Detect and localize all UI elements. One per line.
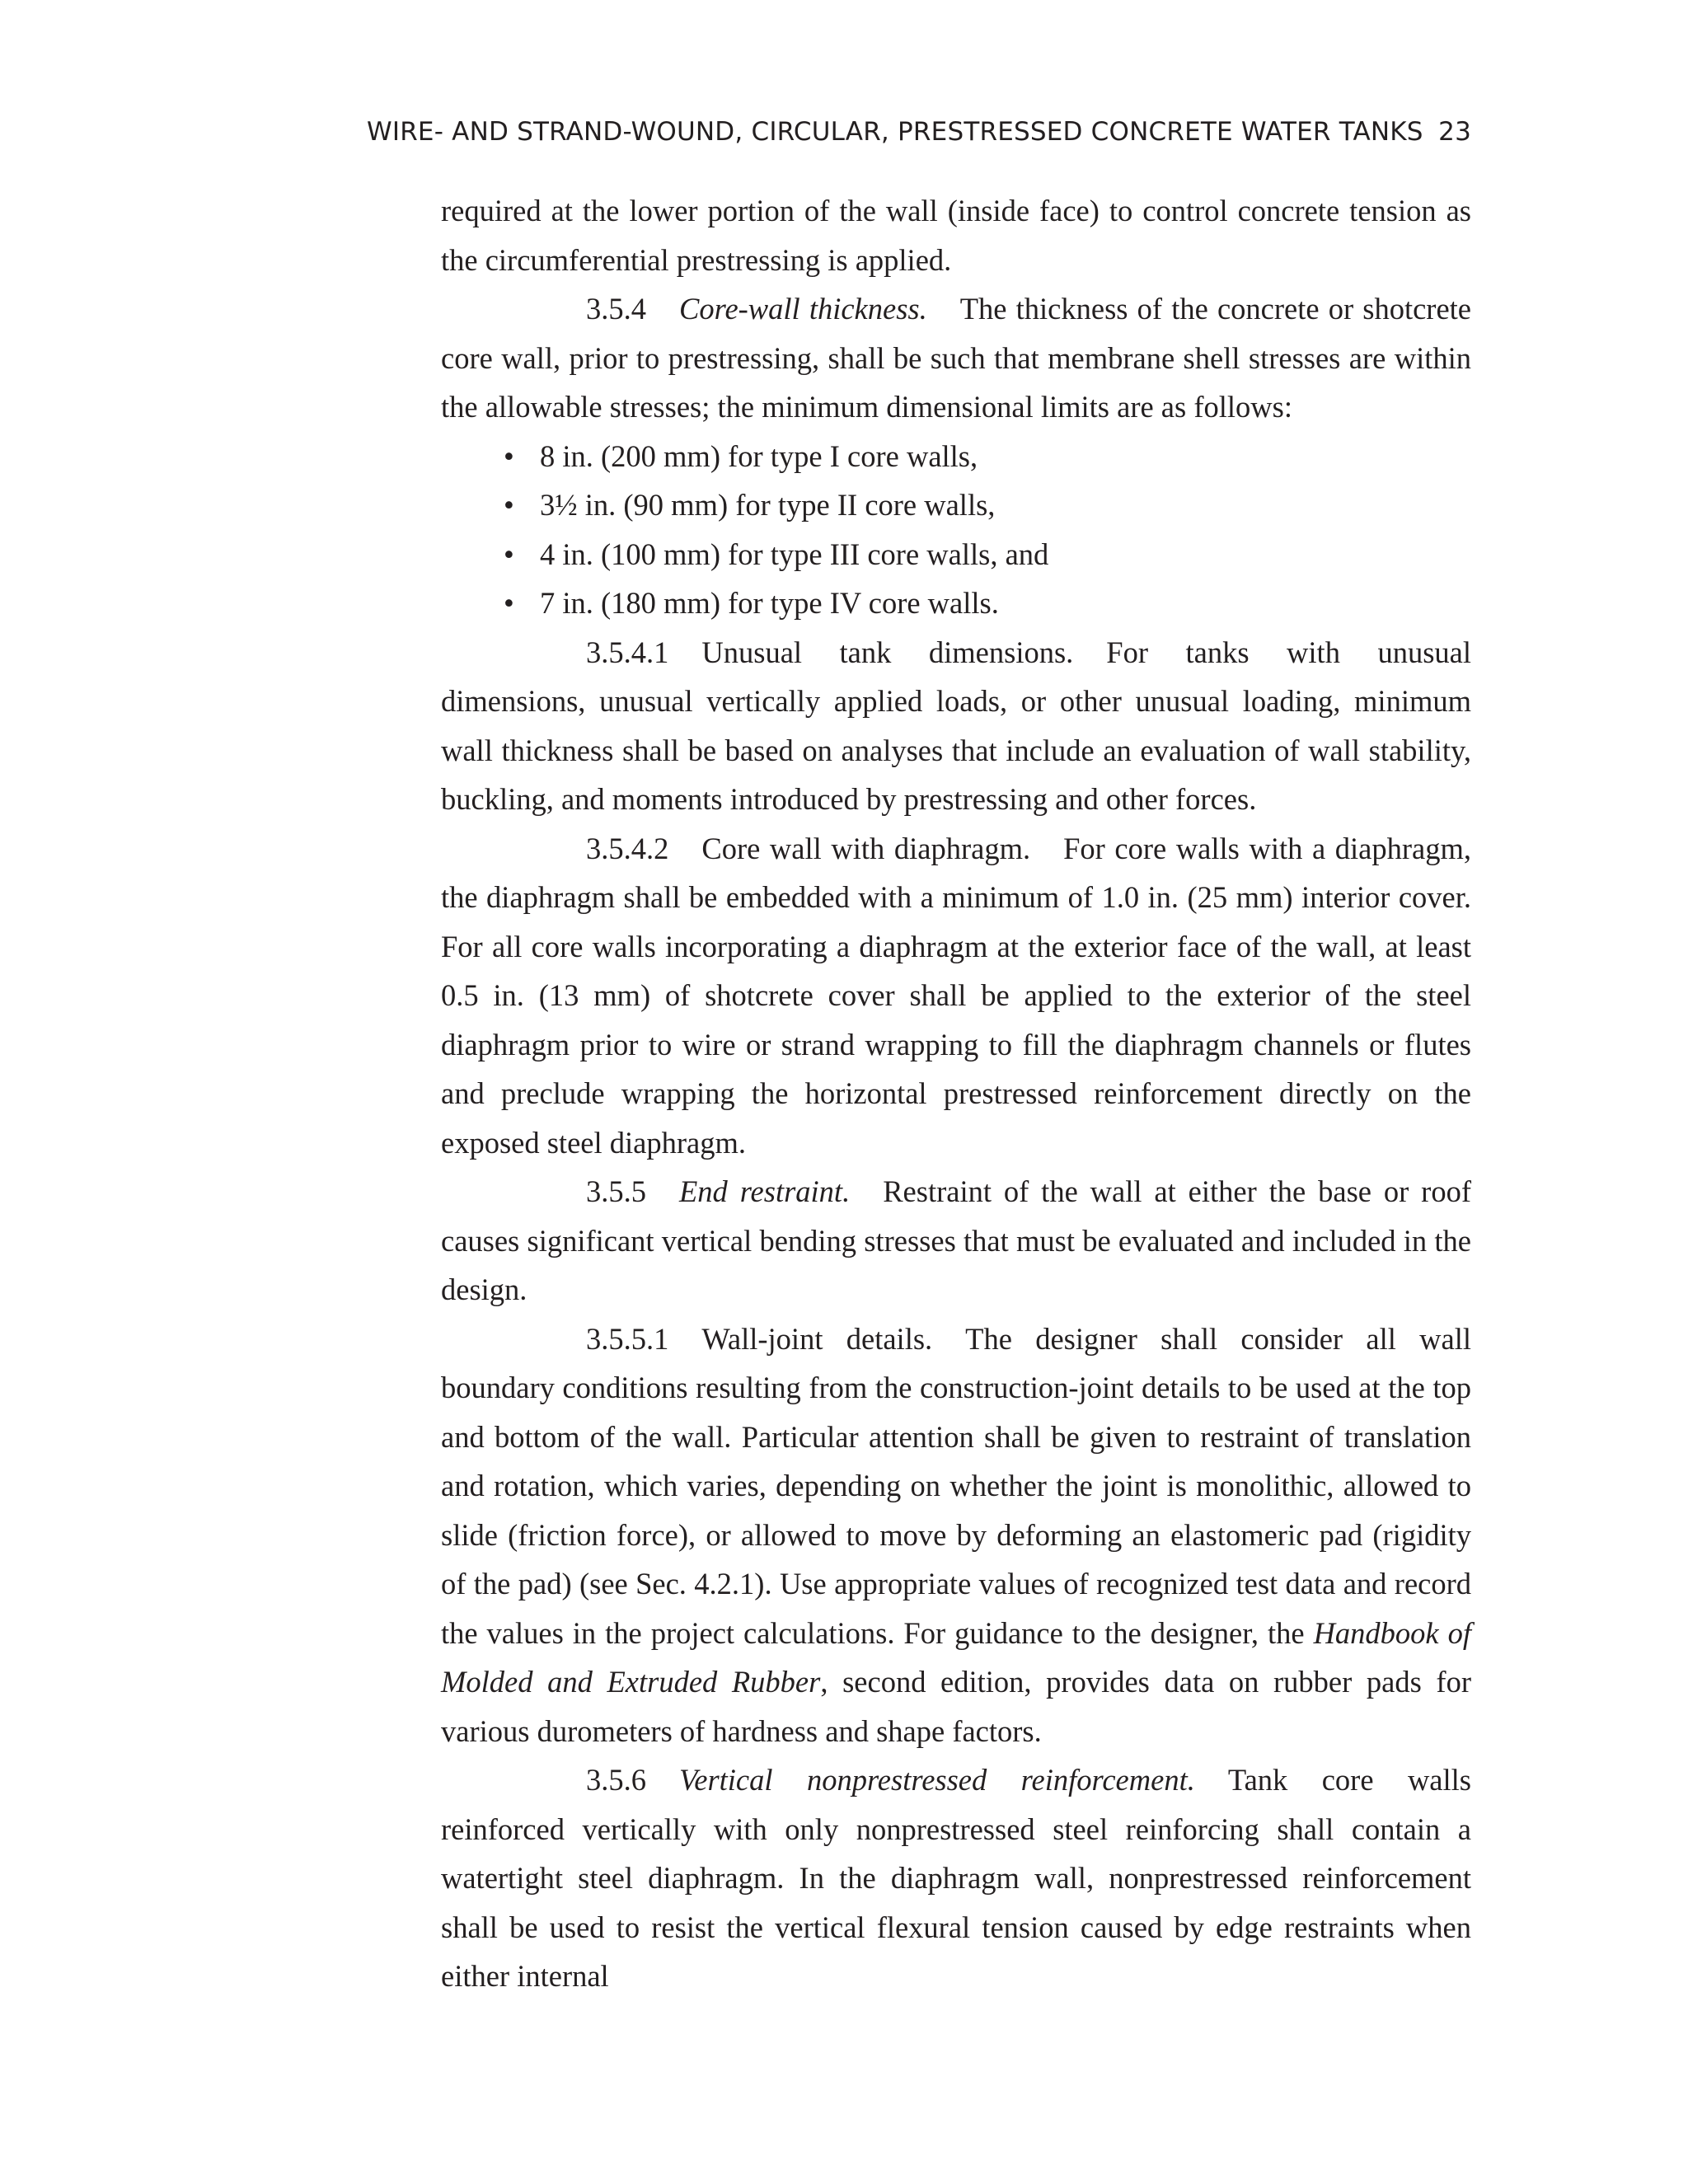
list-item-text: 8 in. (200 mm) for type I core walls, [540, 438, 978, 473]
section-3-5-4-2 [441, 824, 1471, 1168]
bullet-glyph: • [504, 537, 514, 571]
section-number: 3.5.4.1 [586, 635, 669, 669]
section-text: For tanks with unusual dimensions, unusual vertically applied loads, or other unusual loading, minimum wall thickness shall be based on analyses that include an evaluation of wall stability, buckling, and moments introduced by prestressing and other forces. [441, 635, 1472, 816]
section-3-5-5 [441, 1167, 1471, 1315]
section-3-5-5-1 [441, 1315, 1471, 1756]
section-text: Tank core walls reinforced vertically with only nonprestressed steel reinforcing shall contain a watertight steel diaphragm. In the diaphragm wall, nonprestressed reinforcement shall be used to resist the vertical flexural tension caused by edge restraints when either internal [441, 1763, 1471, 1993]
section-text: The designer shall consider all wall boundary conditions resulting from the construction-joint details to be used at the top and bottom of the wall. Particular attention shall be given to restraint of translation and rotation, which varies, depending on whether the joint is monolithic, allowed to slide (friction force), or allowed to move by deforming an elastomeric pad (rigidity of the pad) (see Sec. 4.2.1). Use appropriate values of recognized test data and record the values in the project calculations. For guidance to the designer, the [441, 1321, 1471, 1650]
list-item [504, 480, 1471, 530]
body-text [441, 186, 1471, 2001]
bullet-list [441, 432, 1471, 628]
section-3-5-4-1 [441, 628, 1471, 824]
section-3-5-6 [441, 1755, 1471, 2001]
section-number: 3.5.5 [586, 1174, 646, 1208]
section-number: 3.5.5.1 [586, 1321, 669, 1356]
list-item [504, 530, 1471, 579]
section-text: Restraint of the wall at either the base or roof causes significant vertical bending stresses that must be evaluated and included in the design. [441, 1174, 1471, 1306]
bullet-glyph: • [504, 488, 514, 522]
bullet-glyph: • [504, 438, 514, 473]
section-heading: Vertical nonprestressed reinforcement. [679, 1763, 1195, 1797]
list-item-text: 7 in. (180 mm) for type IV core walls. [540, 586, 999, 620]
section-number: 3.5.4.2 [586, 831, 669, 865]
section-heading: Wall-joint details. [701, 1321, 933, 1356]
running-header-title: WIRE- AND STRAND-WOUND, CIRCULAR, PRESTRESSED CONCRETE WATER TANKS [367, 117, 1423, 147]
paragraph-continued: required at the lower portion of the wall (inside face) to control concrete tension as the circumferential prestressing is applied. [441, 194, 1471, 277]
section-text: The thickness of the concrete or shotcrete core wall, prior to prestressing, shall be such that membrane shell stresses are within the allowable stresses; the minimum dimensional limits are as follows: [441, 292, 1471, 424]
list-item [504, 432, 1471, 481]
section-text-continued: , second edition, provides data on rubber pads for various durometers of hardness and shape factors. [441, 1665, 1471, 1748]
running-header [367, 117, 1471, 153]
section-heading: Unusual tank dimensions. [701, 635, 1074, 669]
book-title: Handbook of Molded and Extruded Rubber [441, 1615, 1471, 1699]
section-text: For core walls with a diaphragm, the diaphragm shall be embedded with a minimum of 1.0 in. (25 mm) interior cover. For all core walls incorporating a diaphragm at the exterior face of the wall, at least 0.5 in. (13 mm) of shotcrete cover shall be applied to the exterior of the steel diaphragm prior to wire or strand wrapping to fill the diaphragm channels or flutes and preclude wrapping the horizontal prestressed reinforcement directly on the exposed steel diaphragm. [441, 831, 1471, 1160]
section-3-5-4 [441, 284, 1471, 432]
section-heading: End restraint. [679, 1174, 851, 1208]
section-number: 3.5.6 [586, 1763, 646, 1797]
list-item-text: 3½ in. (90 mm) for type II core walls, [540, 488, 996, 522]
section-number: 3.5.4 [586, 292, 646, 326]
section-heading: Core wall with diaphragm. [701, 831, 1031, 865]
bullet-glyph: • [504, 586, 514, 620]
section-heading: Core-wall thickness. [679, 292, 927, 326]
list-item [504, 579, 1471, 628]
list-item-text: 4 in. (100 mm) for type III core walls, and [540, 537, 1049, 571]
page-number: 23 [1438, 117, 1471, 147]
